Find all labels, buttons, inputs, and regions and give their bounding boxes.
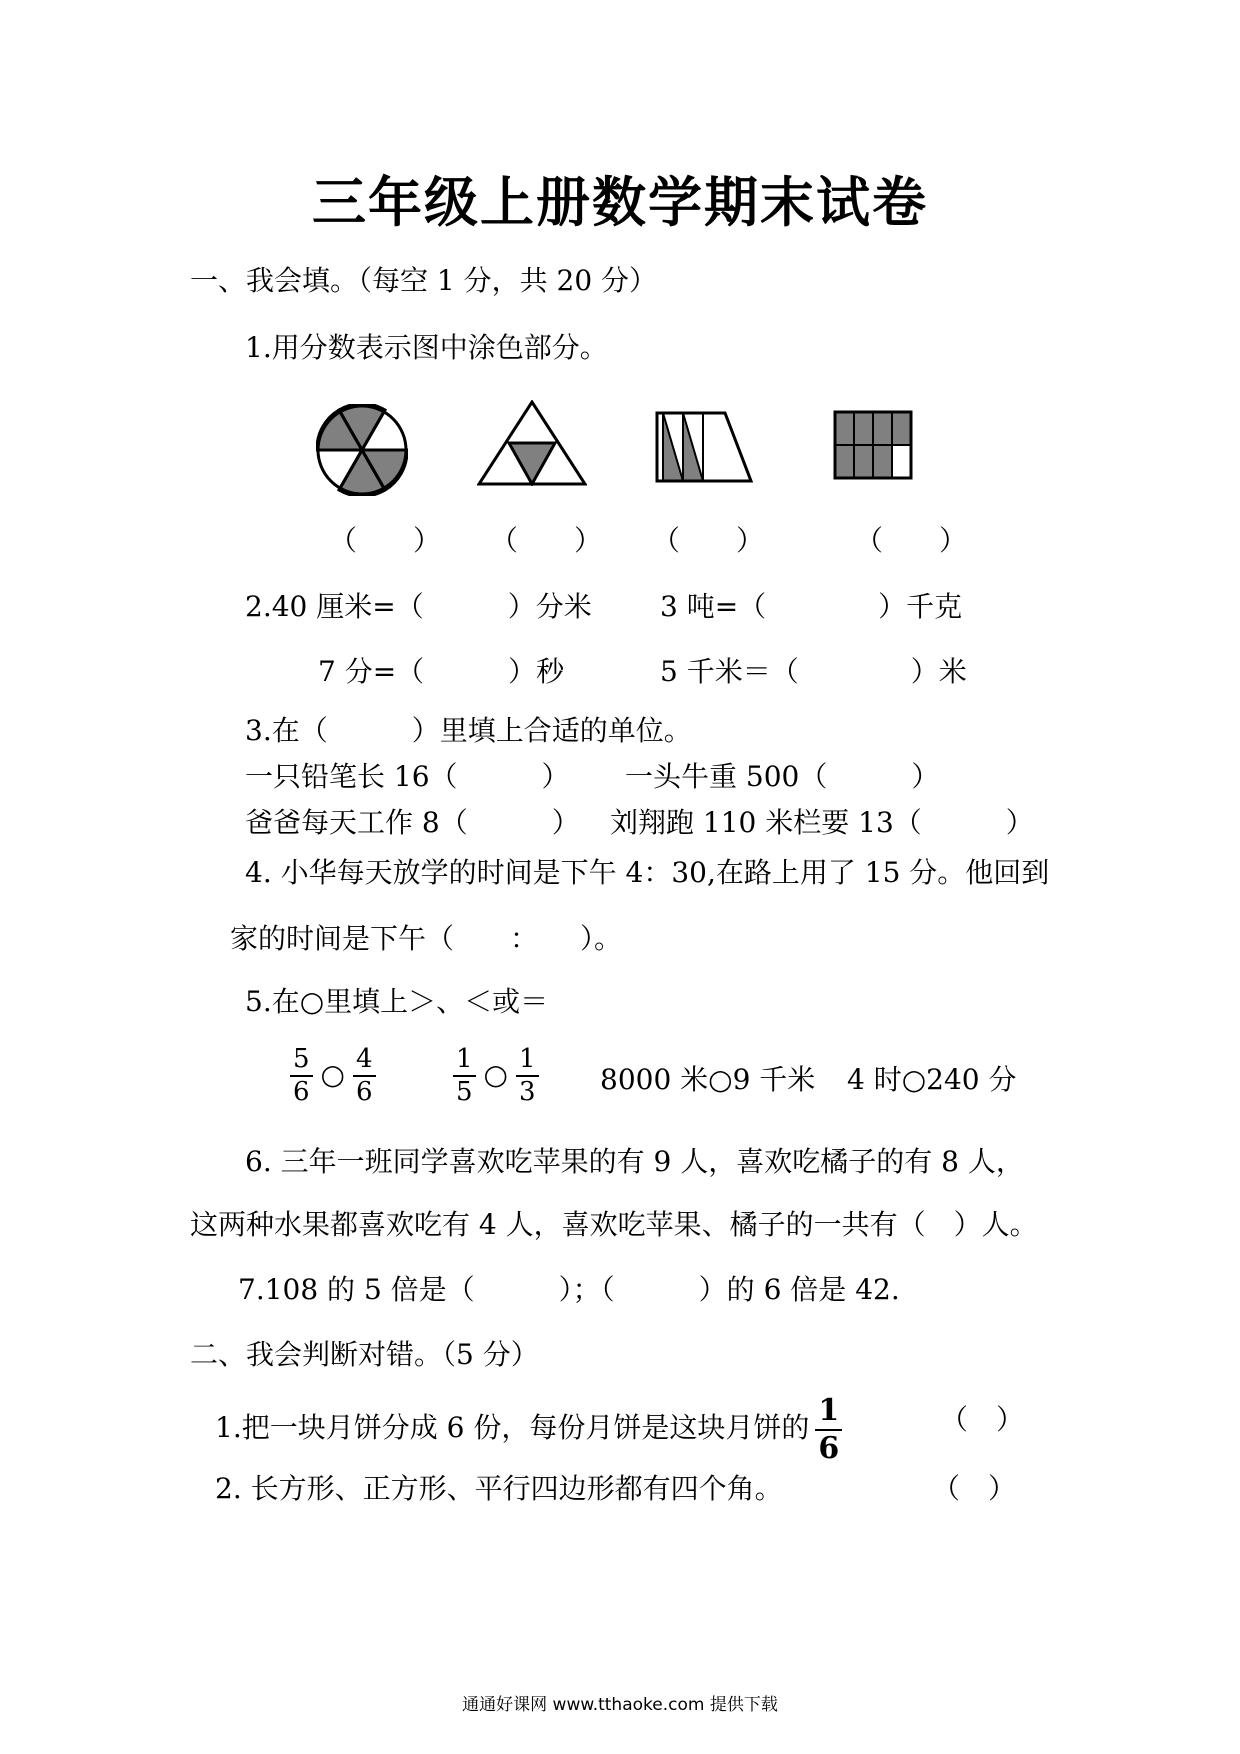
- judge-1: [215, 1395, 844, 1464]
- q5-compare-2: [451, 1046, 541, 1107]
- q3-a: 一只铅笔长 16（ ）: [245, 760, 570, 793]
- q7-text: 7.108 的 5 倍是（ ）；（ ）的 6 倍是 42.: [238, 1273, 900, 1306]
- judge-1-blank[interactable]: （ ）: [940, 1403, 1025, 1436]
- page-title: 三年级上册数学期末试卷: [312, 170, 928, 234]
- q5-compare-1: [288, 1046, 378, 1107]
- compare-circle[interactable]: ○: [320, 1057, 345, 1091]
- q1-text: 1.用分数表示图中涂色部分。: [245, 331, 608, 364]
- q1-blank-1[interactable]: （ ）: [329, 524, 442, 557]
- fraction: $\frac{1}{5}$: [453, 1046, 476, 1107]
- fraction: $\frac{4}{6}$: [353, 1046, 376, 1107]
- q2-a: 2.40 厘米=（ ）分米: [245, 590, 592, 623]
- q3-c: 爸爸每天工作 8（ ）: [245, 806, 580, 839]
- q4-line1: 4. 小华每天放学的时间是下午 4：30,在路上用了 15 分。他回到: [245, 856, 1050, 889]
- circle-figure: [316, 404, 408, 496]
- trapezoid-figure: [655, 411, 753, 483]
- q3-b: 一头牛重 500（ ）: [625, 760, 940, 793]
- footer-credit: 通通好课网 www.tthaoke.com 提供下载: [462, 1695, 778, 1715]
- q3-text: 3.在（ ）里填上合适的单位。: [245, 714, 692, 747]
- grid-figure: [833, 410, 913, 480]
- judge-1-text: 1.把一块月饼分成 6 份，每份月饼是这块月饼的: [215, 1411, 810, 1444]
- q1-blank-3[interactable]: （ ）: [652, 524, 765, 557]
- section1-heading: 一、我会填。（每空 1 分，共 20 分）: [190, 264, 658, 297]
- q4-line2: 家的时间是下午（ ： ）。: [230, 922, 623, 955]
- q1-blank-2[interactable]: （ ）: [490, 524, 603, 557]
- fraction: $\frac{1}{3}$: [516, 1046, 539, 1107]
- q3-d: 刘翔跑 110 米栏要 13（ ）: [610, 806, 1034, 839]
- q1-blank-4[interactable]: （ ）: [855, 524, 968, 557]
- section2-heading: 二、我会判断对错。（5 分）: [190, 1338, 539, 1371]
- q2-d: 5 千米＝（ ）米: [660, 655, 967, 688]
- q2-b: 3 吨=（ ）千克: [660, 590, 963, 623]
- compare-circle[interactable]: ○: [483, 1057, 508, 1091]
- q5-compare-3: 8000 米○9 千米: [600, 1063, 816, 1096]
- triangle-figure: [477, 400, 587, 486]
- fraction: $\frac{5}{6}$: [290, 1046, 313, 1107]
- judge-2-blank[interactable]: （ ）: [932, 1472, 1017, 1505]
- q6-line1: 6. 三年一班同学喜欢吃苹果的有 9 人，喜欢吃橘子的有 8 人，: [245, 1145, 1024, 1178]
- q6-line2: 这两种水果都喜欢吃有 4 人，喜欢吃苹果、橘子的一共有（ ）人。: [190, 1208, 1038, 1241]
- q5-text: 5.在○里填上＞、＜或＝: [245, 985, 549, 1018]
- fraction: $\frac{1}{6}$: [815, 1395, 842, 1464]
- q2-c: 7 分=（ ）秒: [318, 655, 565, 688]
- judge-2-text: 2. 长方形、正方形、平行四边形都有四个角。: [215, 1472, 783, 1505]
- q5-compare-4: 4 时○240 分: [847, 1063, 1017, 1096]
